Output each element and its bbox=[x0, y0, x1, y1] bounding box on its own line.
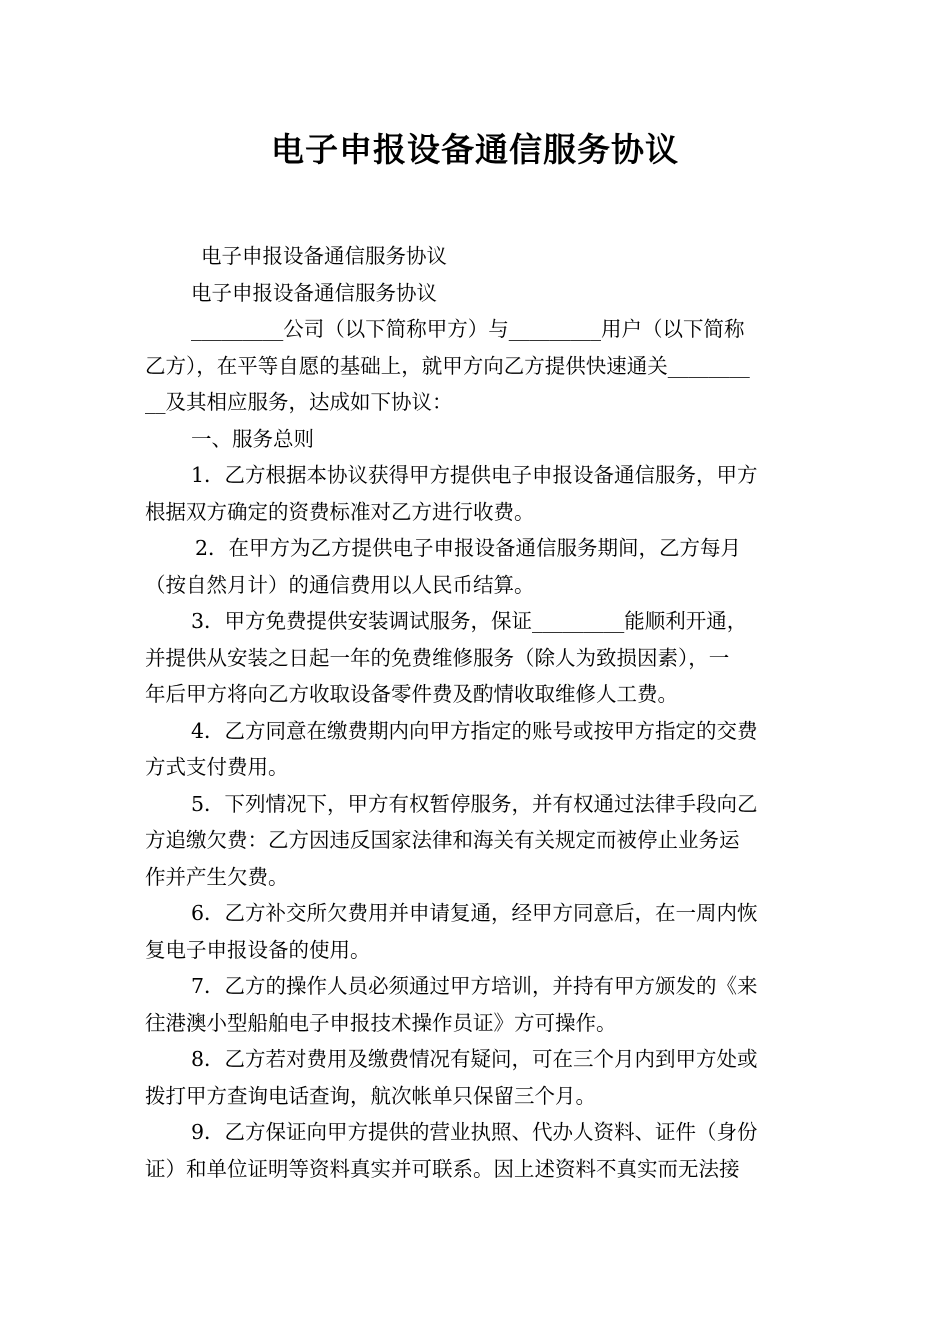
section-heading: 一、服务总则 bbox=[191, 426, 314, 451]
clause-5-line-1: 5．下列情况下，甲方有权暂停服务，并有权通过法律手段向乙 bbox=[191, 791, 758, 816]
subtitle-line-1: 电子申报设备通信服务协议 bbox=[201, 244, 447, 268]
clause-4-line-1: 4．乙方同意在缴费期内向甲方指定的账号或按甲方指定的交费 bbox=[191, 718, 758, 743]
clause-7-line-2: 往港澳小型船舶电子申报技术操作员证》方可操作。 bbox=[145, 1010, 617, 1035]
clause-5-line-2: 方追缴欠费：乙方因违反国家法律和海关有关规定而被停止业务运 bbox=[145, 828, 740, 852]
clause-1-line-1: 1．乙方根据本协议获得甲方提供电子申报设备通信服务，甲方 bbox=[191, 463, 758, 487]
clause-9-line-1: 9．乙方保证向甲方提供的营业执照、代办人资料、证件（身份 bbox=[191, 1120, 758, 1144]
clause-6-line-2: 复电子申报设备的使用。 bbox=[145, 937, 371, 962]
document-body bbox=[145, 238, 807, 1187]
intro-line-2: 乙方），在平等自愿的基础上，就甲方向乙方提供快速通关________ bbox=[145, 353, 750, 378]
clause-5-line-3: 作并产生欠费。 bbox=[145, 864, 289, 889]
clause-6-line-1: 6．乙方补交所欠费用并申请复通，经甲方同意后，在一周内恢 bbox=[191, 901, 758, 925]
clause-3-line-1: 3．甲方免费提供安装调试服务，保证_________能顺利开通， bbox=[191, 609, 748, 633]
clause-3-line-3: 年后甲方将向乙方收取设备零件费及酌情收取维修人工费。 bbox=[145, 682, 678, 706]
intro-line-1: _________公司（以下简称甲方）与_________用户（以下简称 bbox=[191, 317, 745, 341]
clause-2-line-2: （按自然月计）的通信费用以人民币结算。 bbox=[145, 572, 535, 597]
clause-9-line-2: 证）和单位证明等资料真实并可联系。因上述资料不真实而无法接 bbox=[145, 1156, 740, 1181]
clause-8-line-2: 拨打甲方查询电话查询，航次帐单只保留三个月。 bbox=[145, 1083, 596, 1108]
intro-line-3: __及其相应服务，达成如下协议： bbox=[145, 390, 453, 414]
clause-2-line-1: 2．在甲方为乙方提供电子申报设备通信服务期间，乙方每月 bbox=[195, 536, 742, 560]
document-title: 电子申报设备通信服务协议 bbox=[271, 130, 679, 169]
clause-8-line-1: 8．乙方若对费用及缴费情况有疑问，可在三个月内到甲方处或 bbox=[191, 1047, 758, 1071]
clause-4-line-2: 方式支付费用。 bbox=[145, 755, 289, 779]
clause-3-line-2: 并提供从安装之日起一年的免费维修服务（除人为致损因素），一 bbox=[145, 645, 730, 670]
clause-1-line-2: 根据双方确定的资费标准对乙方进行收费。 bbox=[145, 499, 535, 524]
subtitle-line-2: 电子申报设备通信服务协议 bbox=[191, 280, 437, 305]
clause-7-line-1: 7．乙方的操作人员必须通过甲方培训，并持有甲方颁发的《来 bbox=[191, 974, 758, 998]
